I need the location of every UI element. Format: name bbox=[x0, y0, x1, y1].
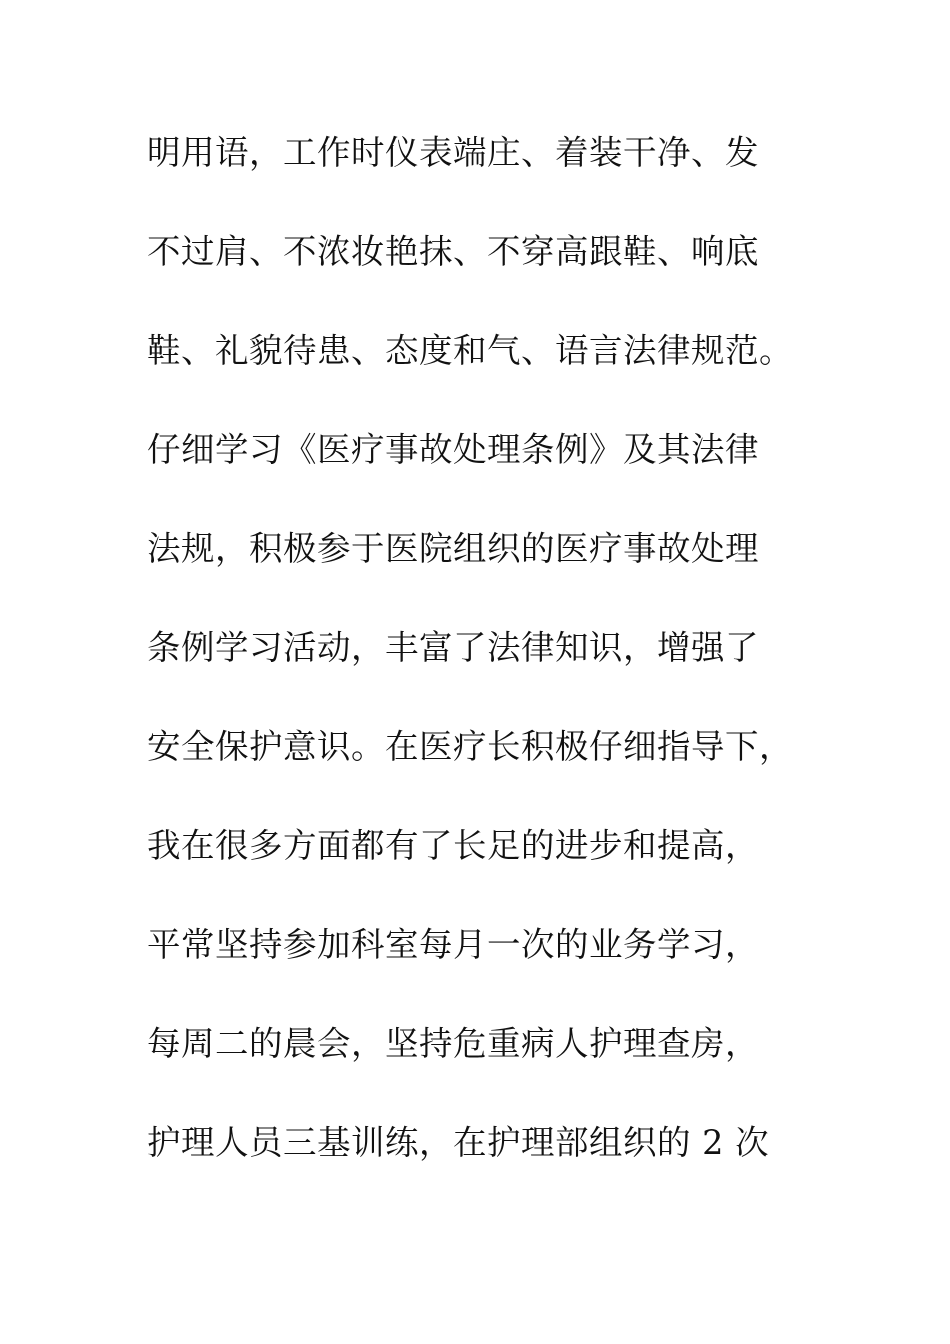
text-line: 法规，积极参于医院组织的医疗事故处理 bbox=[147, 529, 759, 568]
text-line: 条例学习活动，丰富了法律知识，增强了 bbox=[147, 628, 759, 667]
text-line: 明用语，工作时仪表端庄、着装干净、发 bbox=[147, 133, 759, 172]
text-line: 仔细学习《医疗事故处理条例》及其法律 bbox=[147, 430, 759, 469]
text-line: 不过肩、不浓妆艳抹、不穿高跟鞋、响底 bbox=[147, 232, 759, 271]
body-text bbox=[147, 121, 827, 1210]
text-line: 平常坚持参加科室每月一次的业务学习， bbox=[147, 925, 759, 964]
text-line: 鞋、礼貌待患、态度和气、语言法律规范。 bbox=[147, 331, 793, 370]
text-line: 我在很多方面都有了长足的进步和提高， bbox=[147, 826, 759, 865]
text-line: 安全保护意识。在医疗长积极仔细指导下， bbox=[147, 727, 793, 766]
text-line: 每周二的晨会，坚持危重病人护理查房， bbox=[147, 1024, 759, 1063]
text-line: 护理人员三基训练，在护理部组织的 2 次 bbox=[147, 1123, 770, 1162]
